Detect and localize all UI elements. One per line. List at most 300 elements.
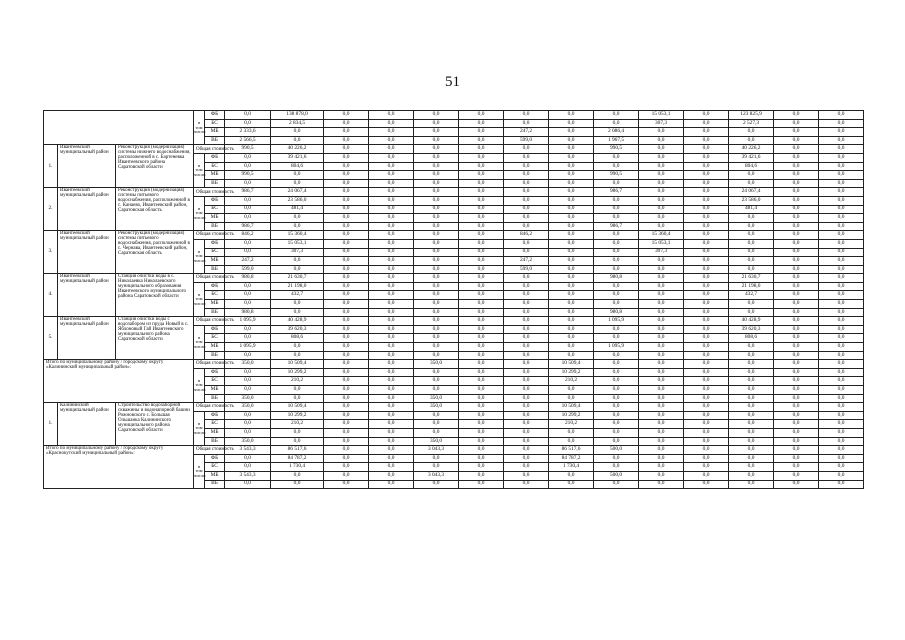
value-cell: 0,0 bbox=[684, 480, 729, 489]
value-cell: 0,0 bbox=[549, 231, 594, 240]
value-cell: 0,0 bbox=[774, 446, 819, 455]
value-cell: 0,0 bbox=[324, 480, 369, 489]
value-cell: 0,0 bbox=[459, 128, 504, 137]
value-cell: 0,0 bbox=[414, 171, 459, 180]
value-cell: 0,0 bbox=[639, 377, 684, 386]
value-cell: 1 095,9 bbox=[594, 343, 639, 352]
value-cell: 0,0 bbox=[369, 454, 414, 463]
value-cell: 0,0 bbox=[225, 214, 271, 223]
value-cell: 39 620,3 bbox=[729, 325, 774, 334]
value-cell: 0,0 bbox=[639, 128, 684, 137]
value-cell: 0,0 bbox=[639, 171, 684, 180]
value-cell: 0,0 bbox=[414, 214, 459, 223]
value-cell: 0,0 bbox=[324, 420, 369, 429]
source-code: ФБ bbox=[205, 368, 225, 377]
value-cell: 0,0 bbox=[594, 360, 639, 369]
value-cell: 0,0 bbox=[271, 394, 324, 403]
value-cell: 350,0 bbox=[414, 360, 459, 369]
value-cell: 0,0 bbox=[459, 282, 504, 291]
value-cell: 0,0 bbox=[504, 282, 549, 291]
value-cell: 1 095,9 bbox=[225, 317, 271, 326]
value-cell: 0,0 bbox=[324, 308, 369, 317]
value-cell: 0,0 bbox=[504, 325, 549, 334]
value-cell: 0,0 bbox=[504, 214, 549, 223]
value-cell: 0,0 bbox=[459, 351, 504, 360]
value-cell: 0,0 bbox=[639, 394, 684, 403]
value-cell: 0,0 bbox=[549, 119, 594, 128]
value-cell: 0,0 bbox=[225, 162, 271, 171]
value-cell: 3 543,3 bbox=[225, 471, 271, 480]
value-cell: 0,0 bbox=[225, 291, 271, 300]
source-code: ВБ bbox=[205, 394, 225, 403]
value-cell: 0,0 bbox=[225, 119, 271, 128]
value-cell: 0,0 bbox=[414, 351, 459, 360]
value-cell: 0,0 bbox=[225, 411, 271, 420]
source-code: БС bbox=[205, 377, 225, 386]
value-cell: 0,0 bbox=[594, 257, 639, 266]
value-cell: 0,0 bbox=[549, 351, 594, 360]
value-cell: 0,0 bbox=[369, 437, 414, 446]
value-cell: 0,0 bbox=[684, 368, 729, 377]
value-cell: 0,0 bbox=[459, 334, 504, 343]
value-cell: 0,0 bbox=[684, 111, 729, 120]
value-cell: 23 586,0 bbox=[271, 196, 324, 205]
value-cell: 2 566,5 bbox=[225, 136, 271, 145]
value-cell: 0,0 bbox=[225, 153, 271, 162]
value-cell: 990,5 bbox=[594, 145, 639, 154]
value-cell: 0,0 bbox=[819, 128, 864, 137]
value-cell: 0,0 bbox=[819, 351, 864, 360]
value-cell: 15 053,1 bbox=[271, 239, 324, 248]
value-cell: 0,0 bbox=[684, 128, 729, 137]
value-cell: 10 299,2 bbox=[271, 411, 324, 420]
vertical-label: в том числе: bbox=[194, 239, 205, 273]
value-cell: 0,0 bbox=[774, 317, 819, 326]
vertical-label: в том числе: bbox=[194, 111, 205, 145]
value-cell: 0,0 bbox=[271, 308, 324, 317]
value-cell: 0,0 bbox=[459, 145, 504, 154]
value-cell: 0,0 bbox=[774, 463, 819, 472]
value-cell: 0,0 bbox=[271, 351, 324, 360]
value-cell: 0,0 bbox=[504, 291, 549, 300]
vertical-label: в том числе: bbox=[194, 454, 205, 488]
value-cell: 0,0 bbox=[504, 377, 549, 386]
value-cell: 0,0 bbox=[271, 428, 324, 437]
value-cell: 0,0 bbox=[369, 239, 414, 248]
value-cell: 0,0 bbox=[504, 368, 549, 377]
project-name: Реконструкция (модернизация) системы питьевого водоснабжения, расположенной в с. Чернава, Ивантеевский район, Саратовская область bbox=[116, 231, 194, 274]
value-cell: 0,0 bbox=[774, 111, 819, 120]
value-cell: 0,0 bbox=[504, 360, 549, 369]
value-cell: 0,0 bbox=[819, 274, 864, 283]
value-cell: 0,0 bbox=[459, 257, 504, 266]
district-name: Ивантеевский муниципальный район bbox=[58, 188, 116, 231]
value-cell: 0,0 bbox=[414, 274, 459, 283]
value-cell: 0,0 bbox=[414, 334, 459, 343]
value-cell: 0,0 bbox=[774, 428, 819, 437]
value-cell: 0,0 bbox=[774, 343, 819, 352]
value-cell: 0,0 bbox=[271, 179, 324, 188]
value-cell: 0,0 bbox=[225, 325, 271, 334]
value-cell: 0,0 bbox=[324, 446, 369, 455]
value-cell: 0,0 bbox=[639, 308, 684, 317]
value-cell: 0,0 bbox=[729, 386, 774, 395]
value-cell: 0,0 bbox=[504, 119, 549, 128]
value-cell: 0,0 bbox=[414, 248, 459, 257]
value-cell: 0,0 bbox=[271, 136, 324, 145]
value-cell: 0,0 bbox=[819, 428, 864, 437]
value-cell: 0,0 bbox=[504, 437, 549, 446]
value-cell: 0,0 bbox=[324, 179, 369, 188]
value-cell: 0,0 bbox=[594, 111, 639, 120]
value-cell: 0,0 bbox=[729, 428, 774, 437]
object-number: 2. bbox=[44, 188, 58, 231]
value-cell: 0,0 bbox=[549, 214, 594, 223]
value-cell: 0,0 bbox=[459, 446, 504, 455]
value-cell: 0,0 bbox=[459, 300, 504, 309]
value-cell: 0,0 bbox=[549, 179, 594, 188]
value-cell: 0,0 bbox=[819, 403, 864, 412]
value-cell: 0,0 bbox=[594, 179, 639, 188]
value-cell: 0,0 bbox=[369, 317, 414, 326]
table-row bbox=[44, 111, 864, 120]
value-cell: 0,0 bbox=[459, 179, 504, 188]
value-cell: 350,0 bbox=[225, 394, 271, 403]
value-cell: 0,0 bbox=[324, 128, 369, 137]
value-cell: 0,0 bbox=[225, 205, 271, 214]
value-cell: 0,0 bbox=[819, 368, 864, 377]
value-cell: 0,0 bbox=[684, 325, 729, 334]
value-cell: 0,0 bbox=[504, 179, 549, 188]
value-cell: 0,0 bbox=[225, 368, 271, 377]
value-cell: 0,0 bbox=[414, 325, 459, 334]
value-cell: 0,0 bbox=[819, 446, 864, 455]
value-cell: 0,0 bbox=[459, 205, 504, 214]
value-cell: 0,0 bbox=[684, 394, 729, 403]
value-cell: 0,0 bbox=[774, 162, 819, 171]
value-cell: 350,0 bbox=[414, 394, 459, 403]
value-cell: 0,0 bbox=[324, 248, 369, 257]
vertical-label: в том числе: bbox=[194, 368, 205, 402]
value-cell: 0,0 bbox=[774, 179, 819, 188]
value-cell: 0,0 bbox=[459, 360, 504, 369]
value-cell: 0,0 bbox=[324, 205, 369, 214]
value-cell: 0,0 bbox=[729, 446, 774, 455]
value-cell: 0,0 bbox=[594, 153, 639, 162]
project-name: Строительство водозаборной скважины и водонапорной башни Рожновского с. Большая Ольшанка Калининского муниципального района Саратовской области bbox=[116, 403, 194, 446]
value-cell: 0,0 bbox=[774, 222, 819, 231]
value-cell: 0,0 bbox=[819, 386, 864, 395]
value-cell: 3 043,3 bbox=[414, 446, 459, 455]
value-cell: 0,0 bbox=[639, 480, 684, 489]
value-cell: 0,0 bbox=[774, 300, 819, 309]
value-cell: 0,0 bbox=[324, 188, 369, 197]
value-cell: 0,0 bbox=[369, 343, 414, 352]
value-cell: 0,0 bbox=[549, 343, 594, 352]
value-cell: 0,0 bbox=[819, 111, 864, 120]
value-cell: 0,0 bbox=[729, 437, 774, 446]
source-code: МБ bbox=[205, 428, 225, 437]
value-cell: 0,0 bbox=[819, 360, 864, 369]
value-cell: 0,0 bbox=[459, 231, 504, 240]
value-cell: 0,0 bbox=[549, 265, 594, 274]
source-code: ФБ bbox=[205, 111, 225, 120]
value-cell: 0,0 bbox=[594, 119, 639, 128]
value-cell: 0,0 bbox=[684, 386, 729, 395]
value-cell: 0,0 bbox=[504, 411, 549, 420]
value-cell: 0,0 bbox=[414, 162, 459, 171]
value-cell: 350,0 bbox=[225, 437, 271, 446]
value-cell: 0,0 bbox=[369, 153, 414, 162]
value-cell: 0,0 bbox=[639, 420, 684, 429]
value-cell: 0,0 bbox=[774, 128, 819, 137]
cost-type-label: Общая стоимость bbox=[194, 317, 225, 326]
source-code: БС bbox=[205, 420, 225, 429]
value-cell: 0,0 bbox=[729, 411, 774, 420]
value-cell: 21 630,7 bbox=[271, 274, 324, 283]
value-cell: 0,0 bbox=[459, 239, 504, 248]
table-row bbox=[44, 403, 864, 412]
value-cell: 0,0 bbox=[639, 334, 684, 343]
value-cell: 0,0 bbox=[549, 334, 594, 343]
value-cell: 0,0 bbox=[459, 111, 504, 120]
value-cell: 0,0 bbox=[684, 463, 729, 472]
value-cell: 0,0 bbox=[324, 471, 369, 480]
source-code: ВБ bbox=[205, 136, 225, 145]
value-cell: 0,0 bbox=[729, 343, 774, 352]
value-cell: 0,0 bbox=[594, 291, 639, 300]
value-cell: 0,0 bbox=[414, 128, 459, 137]
value-cell: 0,0 bbox=[594, 325, 639, 334]
value-cell: 0,0 bbox=[324, 239, 369, 248]
value-cell: 0,0 bbox=[684, 265, 729, 274]
value-cell: 986,7 bbox=[225, 188, 271, 197]
value-cell: 990,5 bbox=[594, 171, 639, 180]
value-cell: 0,0 bbox=[594, 265, 639, 274]
value-cell: 0,0 bbox=[459, 317, 504, 326]
value-cell: 0,0 bbox=[504, 308, 549, 317]
value-cell: 0,0 bbox=[774, 394, 819, 403]
value-cell: 0,0 bbox=[594, 454, 639, 463]
value-cell: 0,0 bbox=[594, 214, 639, 223]
value-cell: 0,0 bbox=[459, 171, 504, 180]
value-cell: 986,7 bbox=[225, 222, 271, 231]
value-cell: 0,0 bbox=[774, 480, 819, 489]
value-cell: 0,0 bbox=[271, 480, 324, 489]
value-cell: 0,0 bbox=[819, 300, 864, 309]
value-cell: 0,0 bbox=[639, 205, 684, 214]
value-cell: 0,0 bbox=[774, 145, 819, 154]
value-cell: 0,0 bbox=[414, 291, 459, 300]
value-cell: 0,0 bbox=[504, 351, 549, 360]
value-cell: 0,0 bbox=[774, 386, 819, 395]
value-cell: 0,0 bbox=[729, 420, 774, 429]
value-cell: 0,0 bbox=[324, 196, 369, 205]
value-cell: 0,0 bbox=[774, 377, 819, 386]
value-cell: 0,0 bbox=[819, 291, 864, 300]
value-cell: 0,0 bbox=[684, 136, 729, 145]
value-cell: 0,0 bbox=[369, 411, 414, 420]
source-code: ФБ bbox=[205, 454, 225, 463]
value-cell: 0,0 bbox=[324, 162, 369, 171]
value-cell: 0,0 bbox=[414, 411, 459, 420]
value-cell: 24 067,4 bbox=[271, 188, 324, 197]
value-cell: 0,0 bbox=[414, 343, 459, 352]
page-number: 51 bbox=[445, 74, 460, 90]
value-cell: 0,0 bbox=[271, 128, 324, 137]
source-code: ФБ bbox=[205, 239, 225, 248]
value-cell: 0,0 bbox=[729, 377, 774, 386]
value-cell: 0,0 bbox=[819, 377, 864, 386]
value-cell: 0,0 bbox=[369, 205, 414, 214]
value-cell: 0,0 bbox=[324, 136, 369, 145]
value-cell: 0,0 bbox=[504, 145, 549, 154]
source-code: БС bbox=[205, 248, 225, 257]
value-cell: 0,0 bbox=[324, 265, 369, 274]
value-cell: 0,0 bbox=[774, 153, 819, 162]
value-cell: 0,0 bbox=[324, 257, 369, 266]
value-cell: 0,0 bbox=[504, 394, 549, 403]
value-cell: 0,0 bbox=[504, 205, 549, 214]
value-cell: 0,0 bbox=[594, 239, 639, 248]
value-cell: 0,0 bbox=[271, 214, 324, 223]
cost-type-label: Общая стоимость bbox=[194, 231, 225, 240]
value-cell: 0,0 bbox=[549, 325, 594, 334]
value-cell: 39 421,6 bbox=[271, 153, 324, 162]
value-cell: 39 421,6 bbox=[729, 153, 774, 162]
object-number: 3. bbox=[44, 231, 58, 274]
value-cell: 0,0 bbox=[369, 265, 414, 274]
value-cell: 0,0 bbox=[225, 454, 271, 463]
value-cell: 350,0 bbox=[414, 403, 459, 412]
value-cell: 0,0 bbox=[414, 153, 459, 162]
value-cell: 0,0 bbox=[729, 471, 774, 480]
source-code: БС bbox=[205, 334, 225, 343]
value-cell: 0,0 bbox=[271, 300, 324, 309]
value-cell: 0,0 bbox=[549, 136, 594, 145]
value-cell: 0,0 bbox=[594, 205, 639, 214]
value-cell: 0,0 bbox=[684, 377, 729, 386]
value-cell: 0,0 bbox=[369, 446, 414, 455]
value-cell: 0,0 bbox=[684, 282, 729, 291]
value-cell: 0,0 bbox=[639, 188, 684, 197]
value-cell: 0,0 bbox=[819, 343, 864, 352]
value-cell: 0,0 bbox=[594, 377, 639, 386]
value-cell: 0,0 bbox=[639, 145, 684, 154]
table-row bbox=[44, 274, 864, 283]
value-cell: 0,0 bbox=[459, 214, 504, 223]
value-cell: 0,0 bbox=[819, 334, 864, 343]
value-cell: 1 967,5 bbox=[594, 136, 639, 145]
value-cell: 0,0 bbox=[459, 188, 504, 197]
vertical-label: в том числе: bbox=[194, 196, 205, 230]
value-cell: 0,0 bbox=[549, 291, 594, 300]
value-cell: 0,0 bbox=[271, 222, 324, 231]
value-cell: 0,0 bbox=[225, 248, 271, 257]
value-cell: 0,0 bbox=[594, 282, 639, 291]
value-cell: 0,0 bbox=[369, 257, 414, 266]
cost-type-label: Общая стоимость bbox=[194, 403, 225, 412]
value-cell: 0,0 bbox=[684, 291, 729, 300]
value-cell: 0,0 bbox=[369, 308, 414, 317]
value-cell: 0,0 bbox=[594, 351, 639, 360]
vertical-label: в том числе: bbox=[194, 411, 205, 445]
value-cell: 0,0 bbox=[271, 437, 324, 446]
value-cell: 0,0 bbox=[639, 463, 684, 472]
value-cell: 0,0 bbox=[549, 248, 594, 257]
value-cell: 0,0 bbox=[819, 162, 864, 171]
value-cell: 0,0 bbox=[324, 360, 369, 369]
value-cell: 0,0 bbox=[774, 257, 819, 266]
value-cell: 247,2 bbox=[504, 128, 549, 137]
value-cell: 0,0 bbox=[369, 463, 414, 472]
value-cell: 0,0 bbox=[324, 145, 369, 154]
value-cell: 0,0 bbox=[774, 274, 819, 283]
object-number: 1. bbox=[44, 145, 58, 188]
value-cell: 0,0 bbox=[729, 368, 774, 377]
value-cell: 0,0 bbox=[324, 291, 369, 300]
value-cell: 0,0 bbox=[684, 222, 729, 231]
source-code: МБ bbox=[205, 171, 225, 180]
value-cell: 0,0 bbox=[774, 454, 819, 463]
value-cell: 0,0 bbox=[369, 128, 414, 137]
value-cell: 0,0 bbox=[729, 480, 774, 489]
value-cell: 0,0 bbox=[459, 386, 504, 395]
value-cell: 500,0 bbox=[594, 446, 639, 455]
value-cell: 0,0 bbox=[729, 360, 774, 369]
value-cell: 0,0 bbox=[504, 274, 549, 283]
value-cell: 0,0 bbox=[774, 368, 819, 377]
value-cell: 0,0 bbox=[684, 162, 729, 171]
project-name: Станция очистки воды с водозабором из пруда Новый в с. Яблоновый Гай Ивантеевского муниципального района Саратовской области bbox=[116, 317, 194, 360]
value-cell: 0,0 bbox=[639, 222, 684, 231]
value-cell: 0,0 bbox=[414, 386, 459, 395]
value-cell: 0,0 bbox=[819, 282, 864, 291]
value-cell: 0,0 bbox=[729, 454, 774, 463]
value-cell: 0,0 bbox=[369, 111, 414, 120]
project-name: Реконструкция (модернизация) системы питьевого водоснабжения, расположенной в с. Канаево, Ивантеевский район, Саратовская область bbox=[116, 188, 194, 231]
value-cell: 0,0 bbox=[819, 308, 864, 317]
value-cell: 0,0 bbox=[819, 231, 864, 240]
value-cell: 0,0 bbox=[414, 145, 459, 154]
value-cell: 0,0 bbox=[729, 231, 774, 240]
value-cell: 0,0 bbox=[369, 403, 414, 412]
table-row bbox=[44, 145, 864, 154]
object-number: 4. bbox=[44, 274, 58, 317]
value-cell: 1 730,4 bbox=[549, 463, 594, 472]
value-cell: 0,0 bbox=[549, 317, 594, 326]
project-name: Реконструкция (модернизация) системы нижнего водоснабжения, расположенной в с. Бартеневка Ивантеевского района Саратовской области bbox=[116, 145, 194, 188]
value-cell: 15 360,4 bbox=[639, 231, 684, 240]
value-cell: 0,0 bbox=[504, 222, 549, 231]
value-cell: 0,0 bbox=[324, 437, 369, 446]
value-cell: 0,0 bbox=[549, 282, 594, 291]
value-cell: 0,0 bbox=[729, 300, 774, 309]
value-cell: 0,0 bbox=[774, 360, 819, 369]
value-cell: 0,0 bbox=[819, 463, 864, 472]
source-code: ВБ bbox=[205, 222, 225, 231]
value-cell: 0,0 bbox=[819, 153, 864, 162]
value-cell: 980,8 bbox=[594, 274, 639, 283]
value-cell: 307,3 bbox=[271, 248, 324, 257]
value-cell: 0,0 bbox=[504, 420, 549, 429]
value-cell: 0,0 bbox=[414, 308, 459, 317]
table-row bbox=[44, 231, 864, 240]
value-cell: 0,0 bbox=[684, 471, 729, 480]
value-cell: 0,0 bbox=[459, 428, 504, 437]
value-cell: 0,0 bbox=[414, 420, 459, 429]
value-cell: 0,0 bbox=[369, 291, 414, 300]
